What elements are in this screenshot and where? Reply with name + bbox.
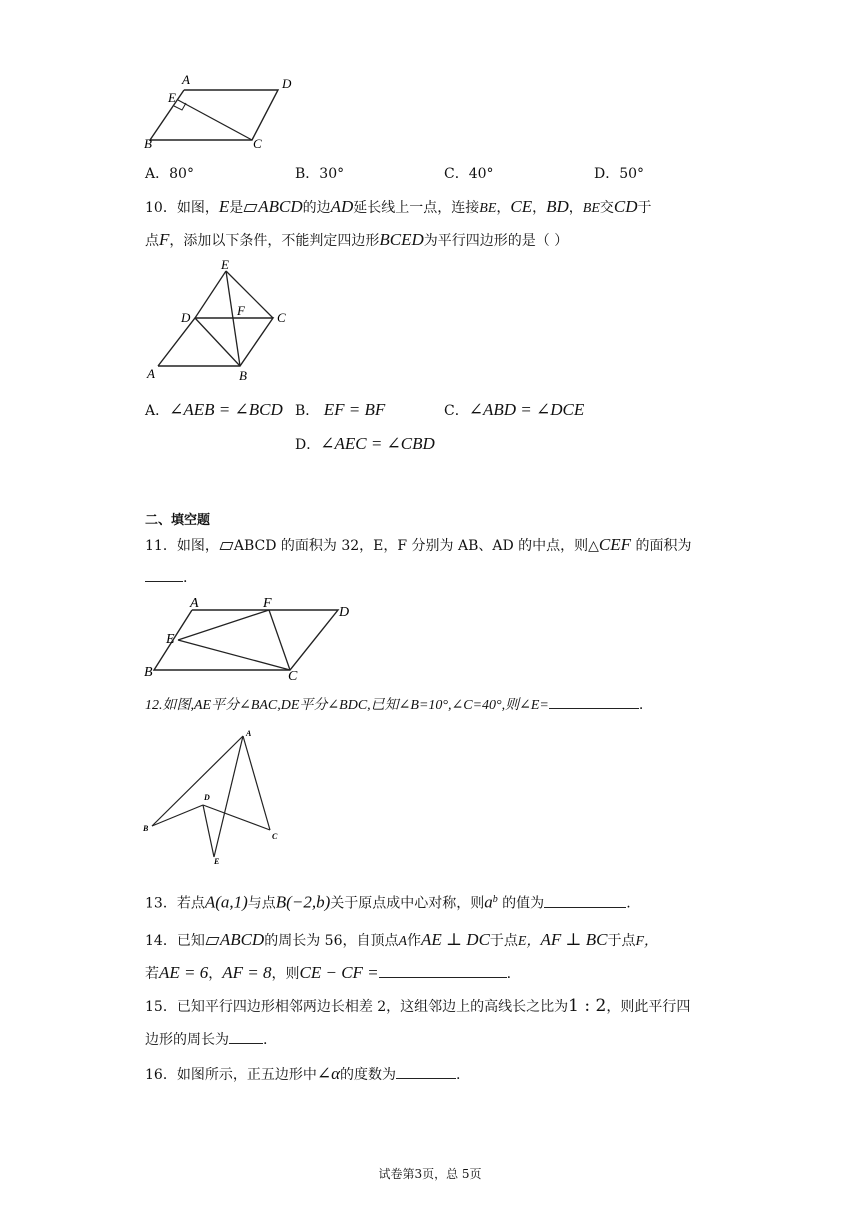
q12-line: 12.如图,AE平分∠BAC,DE平分∠BDC,已知∠B=10°,∠C=40°,则∠E= . xyxy=(145,694,643,716)
q15-line-2: 边形的周长为 . xyxy=(145,1029,267,1050)
q9-label-b: B xyxy=(144,136,152,151)
q14-line-1: 14．已知 ABCD的周长为 56，自顶点A作AE ⊥ DC于点E，AF ⊥ BC于点F， xyxy=(145,930,659,949)
q11-answer-blank[interactable] xyxy=(145,567,183,582)
q10-label-f: F xyxy=(237,303,245,318)
q10-segment-ec xyxy=(226,271,273,318)
q10-parallelogram xyxy=(158,318,273,366)
q9-label-c: C xyxy=(253,136,262,151)
q11-label-e: E xyxy=(166,632,175,647)
q9-option-b: B．30° xyxy=(295,166,345,182)
q10-label-a: A xyxy=(147,366,155,381)
q9-option-c: C．40° xyxy=(444,166,494,182)
parallelogram-symbol xyxy=(205,937,219,945)
q12-label-e: E xyxy=(214,857,220,866)
q10-option-a: A．∠AEB = ∠BCD xyxy=(145,400,283,419)
q10-option-b: B． EF = BF xyxy=(295,400,386,419)
q12-segment-dc xyxy=(203,805,270,830)
q11-label-b: B xyxy=(144,665,153,680)
q15-line-1: 15．已知平行四边形相邻两边长相差 2，这组邻边上的高线长之比为1 : 2，则此平行四 xyxy=(145,996,691,1016)
q9-option-d: D．50° xyxy=(594,166,645,182)
q12-segment-ae xyxy=(214,736,243,857)
q12-label-d: D xyxy=(204,793,210,802)
q12-segment-ac xyxy=(243,736,270,830)
parallelogram-symbol xyxy=(244,204,258,212)
q11-label-f: F xyxy=(263,596,272,611)
q9-figure xyxy=(140,70,310,152)
q9-label-a: A xyxy=(182,72,190,87)
q10-segment-de xyxy=(195,271,226,318)
q11-line-1: 11．如图， ABCD 的面积为 32，E，F 分别为 AB、AD 的中点，则△CEF 的面积为 xyxy=(145,535,692,554)
q11-segment-ec xyxy=(178,640,290,670)
q9-label-d: D xyxy=(282,76,292,91)
q10-figure xyxy=(143,258,303,386)
q10-line-1: 10．如图，E是 ABCD的边AD延长线上一点，连接BE，CE，BD，BE交CD于 xyxy=(145,197,652,216)
q14-line-2: 若AE = 6，AF = 8，则CE − CF = . xyxy=(145,963,512,982)
q9-segment-ec xyxy=(178,100,252,140)
q11-parallelogram xyxy=(154,610,338,670)
q10-option-d: D．∠AEC = ∠CBD xyxy=(295,434,435,453)
q10-line-2: 点F，添加以下条件，不能判定四边形BCED为平行四边形的是（ ） xyxy=(145,230,569,249)
q12-segment-bd xyxy=(152,805,203,826)
q10-label-b: B xyxy=(239,368,247,383)
parallelogram-symbol xyxy=(219,542,233,550)
section-title: 二、填空题 xyxy=(145,513,211,528)
q12-label-a: A xyxy=(246,729,252,738)
q10-option-c: C．∠ABD = ∠DCE xyxy=(444,400,585,419)
q9-label-e: E xyxy=(168,90,176,105)
q11-line-2: . xyxy=(145,567,187,588)
q11-segment-fc xyxy=(269,610,290,670)
q10-segment-db xyxy=(195,318,240,366)
q10-label-c: C xyxy=(277,310,286,325)
q11-figure xyxy=(140,594,355,680)
q12-segment-ba xyxy=(152,736,243,826)
q11-label-c: C xyxy=(288,669,298,680)
page-footer: 试卷第3页，总 5页 xyxy=(378,1167,482,1181)
q16-line: 16．如图所示，正五边形中∠α的度数为 . xyxy=(145,1064,461,1083)
q9-option-a: A．80° xyxy=(145,166,194,182)
q15-answer-blank[interactable] xyxy=(229,1029,263,1044)
q12-figure xyxy=(142,722,292,867)
q12-segment-de xyxy=(203,805,214,857)
q14-answer-blank[interactable] xyxy=(379,963,507,978)
q11-label-a: A xyxy=(190,596,199,611)
q16-answer-blank[interactable] xyxy=(396,1064,456,1079)
q12-label-b: B xyxy=(143,824,149,833)
q10-label-e: E xyxy=(221,258,229,272)
q11-segment-ef xyxy=(178,610,269,640)
q10-label-d: D xyxy=(181,310,191,325)
q12-answer-blank[interactable] xyxy=(549,694,639,709)
q13-line: 13．若点A(a,1)与点B(−2,b)关于原点成中心对称，则$a^b$ 的值为 . xyxy=(145,892,631,912)
q13-answer-blank[interactable] xyxy=(544,893,626,908)
q12-label-c: C xyxy=(272,832,278,841)
q11-label-d: D xyxy=(339,605,350,620)
